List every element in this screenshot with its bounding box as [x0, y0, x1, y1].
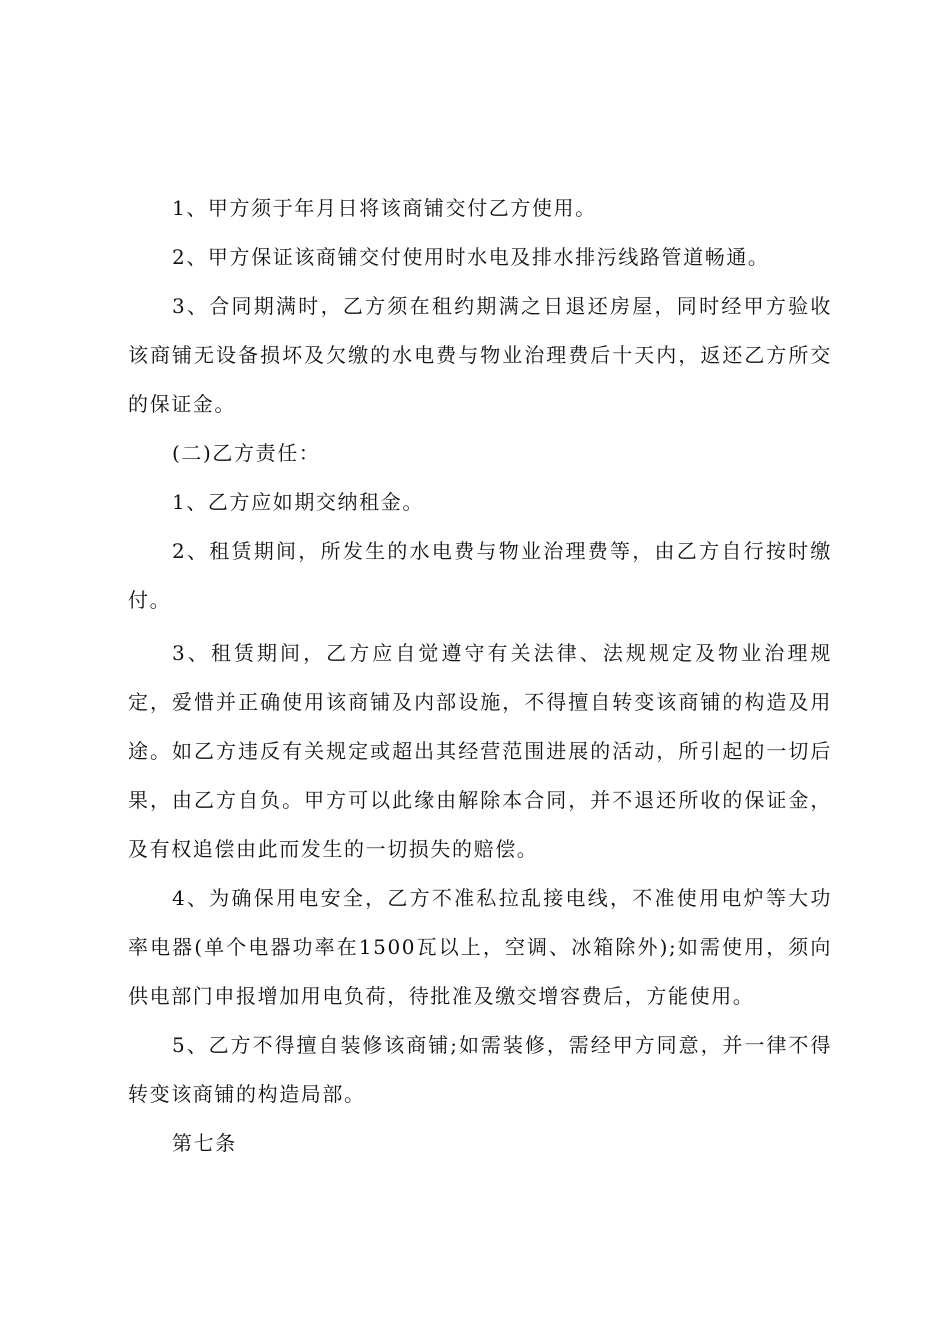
- article-heading: 第七条: [172, 1131, 237, 1155]
- document-body: [128, 184, 832, 1168]
- clause-paragraph: 2、甲方保证该商铺交付使用时水电及排水排污线路管道畅通。: [172, 245, 770, 269]
- clause-paragraph: 3、合同期满时，乙方须在租约期满之日退还房屋，同时经甲方验收该商铺无设备损坏及欠缴的水电费与物业治理费后十天内，返还乙方所交的保证金。: [128, 294, 832, 416]
- clause-paragraph: 1、乙方应如期交纳租金。: [172, 490, 424, 514]
- clause-paragraph: 1、甲方须于年月日将该商铺交付乙方使用。: [172, 196, 597, 220]
- clause-paragraph: 3、租赁期间，乙方应自觉遵守有关法律、法规规定及物业治理规定，爱惜并正确使用该商铺及内部设施，不得擅自转变该商铺的构造及用途。如乙方违反有关规定或超出其经营范围进展的活动，所引起的一切后果，由乙方自负。甲方可以此缘由解除本合同，并不退还所收的保证金，及有权追偿由此而发生的一切损失的赔偿。: [128, 641, 832, 861]
- clause-paragraph: 2、租赁期间，所发生的水电费与物业治理费等，由乙方自行按时缴付。: [128, 539, 832, 612]
- clause-paragraph: 5、乙方不得擅自装修该商铺;如需装修，需经甲方同意，并一律不得转变该商铺的构造局部。: [128, 1033, 832, 1106]
- clause-paragraph: 4、为确保用电安全，乙方不准私拉乱接电线，不准使用电炉等大功率电器(单个电器功率在1500瓦以上，空调、冰箱除外);如需使用，须向供电部门申报增加用电负荷，待批准及缴交增容费后，方能使用。: [128, 886, 832, 1008]
- section-heading: (二)乙方责任：: [172, 441, 321, 465]
